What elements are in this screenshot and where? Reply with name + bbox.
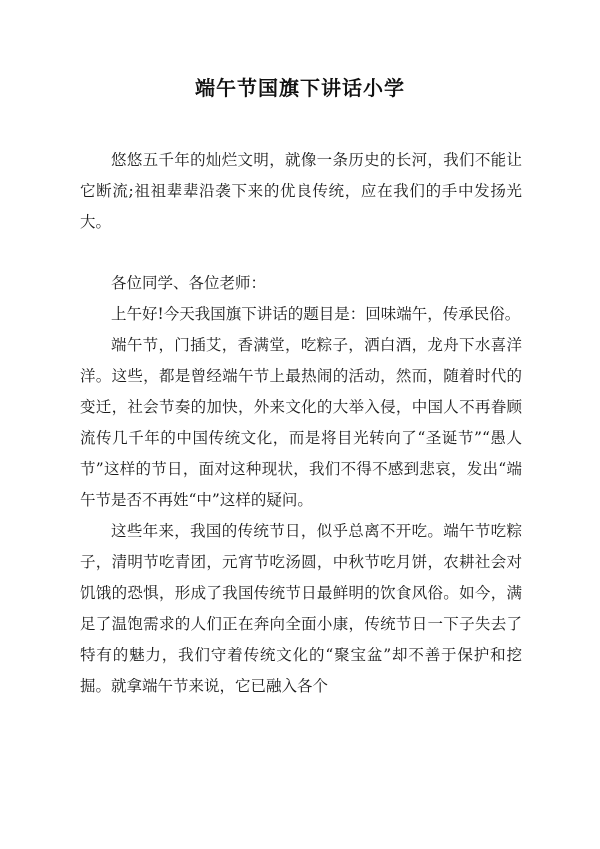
- greeting-line: 各位同学、各位老师：: [111, 274, 267, 292]
- intro-paragraph: 悠悠五千年的灿烂文明，就像一条历史的长河，我们不能让它断流;祖祖辈辈沿袭下来的优良传统，应在我们的手中发扬光大。: [80, 151, 522, 231]
- body-paragraph-1: 上午好!今天我国旗下讲话的题目是：回味端午，传承民俗。: [111, 305, 521, 323]
- document-title: 端午节国旗下讲话小学: [195, 76, 405, 100]
- body-paragraph-3: 这些年来，我国的传统节日，似乎总离不开吃。端午节吃粽子，清明节吃青团，元宵节吃汤圆，中秋节吃月饼，农耕社会对饥饿的恐惧，形成了我国传统节日最鲜明的饮食风俗。如今，满足了温饱需求的人们正在奔向全面小康，传统节日一下子失去了特有的魅力，我们守着传统文化的“聚宝盆”却不善于保护和挖掘。就拿端午节来说，它已融入各个: [80, 522, 522, 695]
- speech-body: [80, 268, 522, 702]
- intro-section: [80, 145, 522, 238]
- body-paragraph-2: 端午节，门插艾，香满堂，吃粽子，洒白酒，龙舟下水喜洋洋。这些，都是曾经端午节上最热闹的活动，然而，随着时代的变迁，社会节奏的加快，外来文化的大举入侵，中国人不再眷顾流传几千年的中国传统文化，而是将目光转向了“圣诞节”“愚人节”这样的节日，面对这种现状，我们不得不感到悲哀，发出“端午节是否不再姓“中”这样的疑问。: [80, 336, 522, 509]
